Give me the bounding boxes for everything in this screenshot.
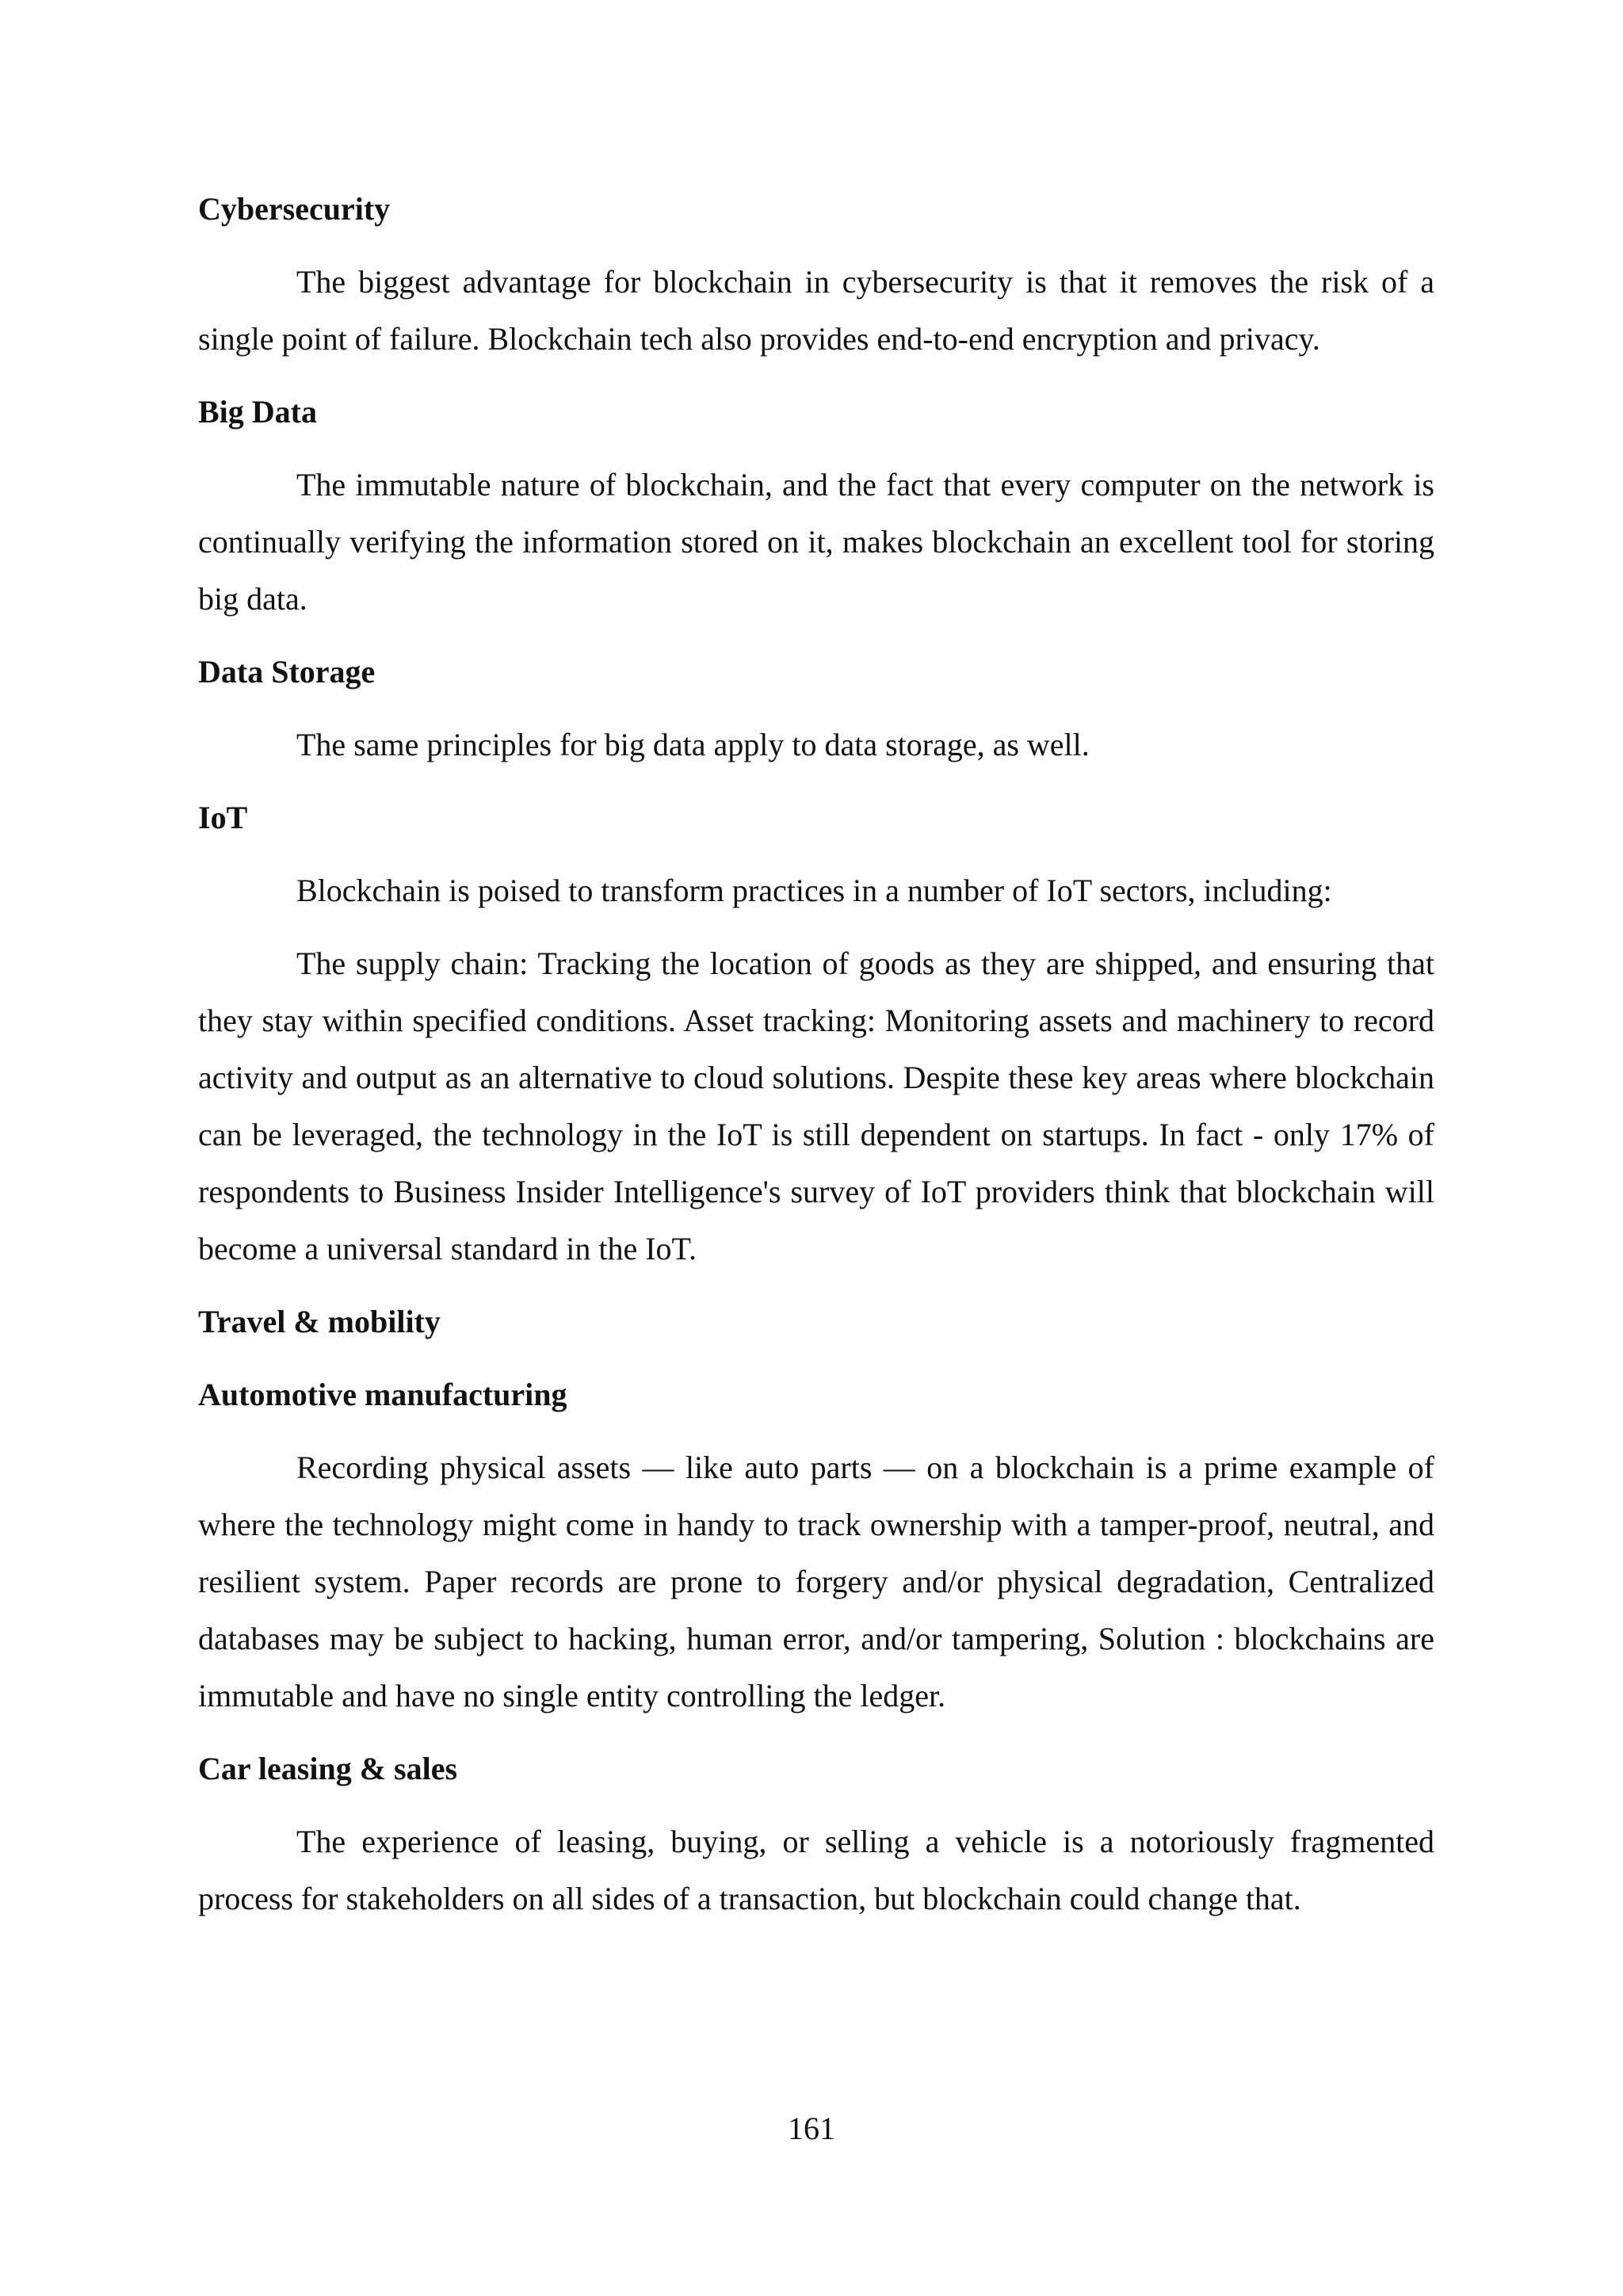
heading-big-data: Big Data — [198, 394, 317, 430]
paragraph-data-storage: The same principles for big data apply to data storage, as well. — [296, 727, 1090, 762]
heading-car-leasing-sales: Car leasing & sales — [198, 1751, 458, 1786]
heading-automotive-manufacturing: Automotive manufacturing — [198, 1377, 567, 1412]
paragraph-iot-intro: Blockchain is poised to transform practices in a number of IoT sectors, including: — [296, 873, 1332, 908]
paragraph-big-data: The immutable nature of blockchain, and the fact that every computer on the network is continually verifying the information stored on it, makes blockchain an excellent tool for storing big data. — [198, 467, 1434, 617]
page-number: 161 — [788, 2111, 835, 2146]
paragraph-cybersecurity: The biggest advantage for blockchain in cybersecurity is that it removes the risk of a single point of failure. Blockchain tech also provides end-to-end encryption and privacy. — [198, 264, 1434, 357]
heading-data-storage: Data Storage — [198, 654, 376, 690]
paragraph-automotive-manufacturing: Recording physical assets — like auto parts — on a blockchain is a prime example of where the technology might come in handy to track ownership with a tamper-proof, neutral, and resilient system. Paper records are prone to forgery and/or physical degradation, Centralized databases may be subject to hacking, human error, and/or tampering, Solution : blockchains are immutable and have no single entity controlling the ledger. — [198, 1450, 1434, 1713]
paragraph-iot-details: The supply chain: Tracking the location of goods as they are shipped, and ensuring that they stay within specified conditions. Asset tracking: Monitoring assets and machinery to record activity and output as an alternative to cloud solutions. Despite these key areas where blockchain can be leveraged, the technology in the IoT is still dependent on startups. In fact - only 17% of respondents to Business Insider Intelligence's survey of IoT providers think that blockchain will become a universal standard in the IoT. — [198, 946, 1434, 1266]
heading-iot: IoT — [198, 800, 248, 835]
paragraph-car-leasing-sales: The experience of leasing, buying, or selling a vehicle is a notoriously fragmented process for stakeholders on all sides of a transaction, but blockchain could change that. — [198, 1824, 1434, 1916]
heading-cybersecurity: Cybersecurity — [198, 191, 391, 227]
document-page — [198, 181, 1434, 1943]
heading-travel-mobility: Travel & mobility — [198, 1304, 441, 1339]
